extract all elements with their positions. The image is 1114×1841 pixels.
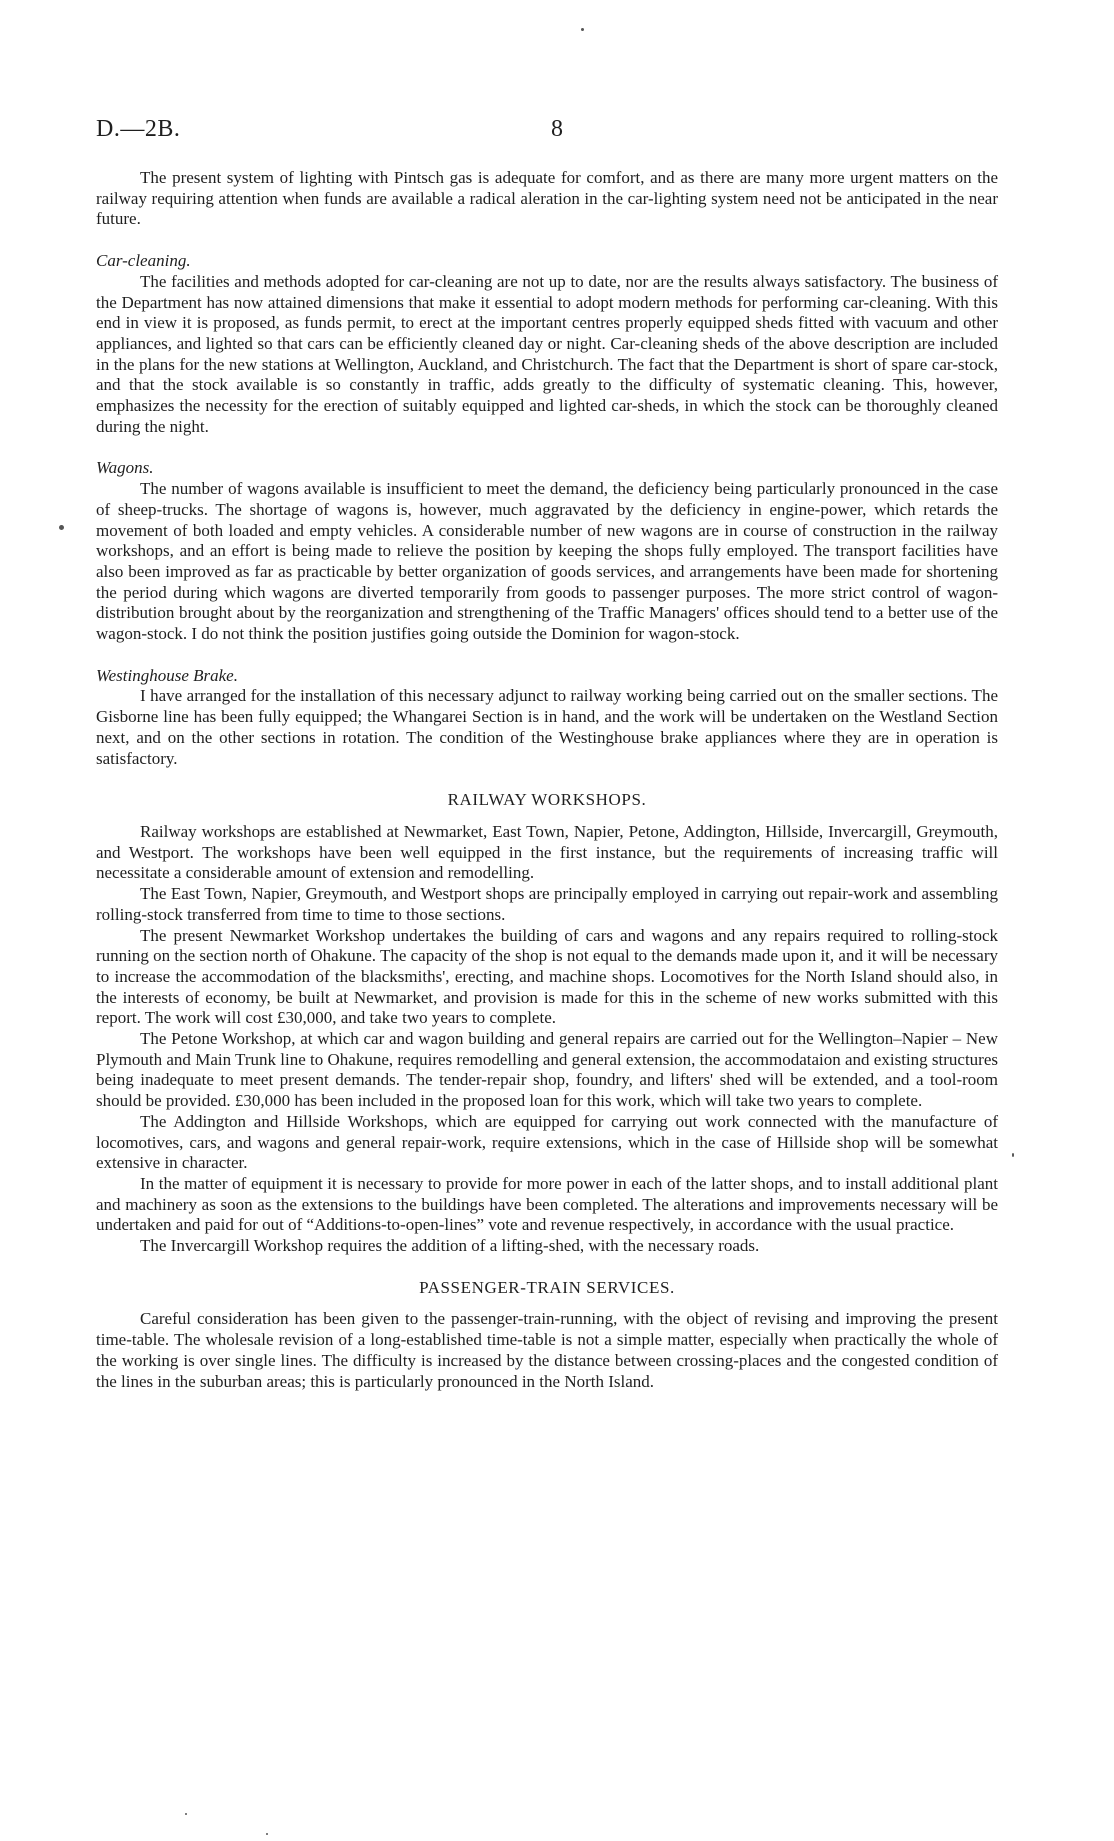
railway-workshops-heading: RAILWAY WORKSHOPS. xyxy=(447,790,647,810)
page-body xyxy=(96,168,998,1392)
spacer xyxy=(96,811,998,822)
workshops-paragraph-3: The present Newmarket Workshop undertakes the building of cars and wagons and any repairs required to rolling-stock running on the section north of Ohakune. The capacity of the shop is not equal to the demands made upon it, and it will be necessary to increase the accommodation of the blacksmiths', erecting, and machine shops. Locomotives for the North Island should also, in the interests of economy, be built at Newmarket, and provision is made for this in the scheme of new works submitted with this report. The work will cost £30,000, and take two years to complete. xyxy=(96,925,998,1028)
wagons-paragraph: The number of wagons available is insufficient to meet the demand, the deficiency being particularly pronounced in the case of sheep-trucks. The shortage of wagons is, however, much aggravated by the deficiency in engine-power, which retards the movement of both loaded and empty vehicles. A considerable number of new wagons are in course of construction in the railway workshops, and an effort is being made to relieve the position by keeping the shops fully employed. The transport facilities have also been improved as far as practicable by better organization of goods services, and arrangements have been made for shortening the period during which wagons are diverted temporarily from goods to passenger purposes. The more strict control of wagon-distribution brought about by the reorganization and strengthening of the Traffic Managers' offices should tend to a better use of the wagon-stock. I do not think the position justifies going outside the Dominion for wagon-stock. xyxy=(96,479,998,644)
intro-paragraph: The present system of lighting with Pintsch gas is adequate for comfort, and as there are many more urgent matters on the railway requiring attention when funds are available a radical aleration in the car-lighting system need not be anticipated in the near future. xyxy=(96,168,998,229)
workshops-paragraph-1: Railway workshops are established at Newmarket, East Town, Napier, Petone, Addington, Hillside, Invercargill, Greymouth, and Westport. The workshops have been well equipped in the first instance, but the requirements of increasing traffic will necessitate a considerable amount of extension and remodelling. xyxy=(96,821,998,883)
workshops-paragraph-6: In the matter of equipment it is necessary to provide for more power in each of the latter shops, and to install additional plant and machinery as soon as the extensions to the buildings have been completed. The alterations and improvements necessary will be undertaken and paid for out of “Additions-to-open-lines” vote and revenue respectively, in accordance with the usual practice. xyxy=(96,1173,998,1235)
workshops-paragraph-2: The East Town, Napier, Greymouth, and Westport shops are principally employed in carrying out repair-work and assembling rolling-stock transferred from time to time to those sections. xyxy=(96,884,998,924)
westinghouse-brake-title: Westinghouse Brake. xyxy=(96,665,238,685)
spacer xyxy=(96,230,998,251)
spacer xyxy=(96,1257,998,1278)
page-header xyxy=(96,116,1018,146)
scan-speck xyxy=(1012,1153,1014,1157)
spacer xyxy=(96,769,998,790)
car-cleaning-title: Car-cleaning. xyxy=(96,251,191,271)
workshops-paragraph-4: The Petone Workshop, at which car and wagon building and general repairs are carried out for the Wellington–Napier – New Plymouth and Main Trunk line to Ohakune, requires remodelling and general extension, the accommodataion and existing structures being inadequate to meet present demands. The tender-repair shop, foundry, and lifters' shed will be extended, and a tool-room should be provided. £30,000 has been included in the proposed loan for this work, which will take two years to complete. xyxy=(96,1029,998,1111)
westinghouse-brake-paragraph: I have arranged for the installation of this necessary adjunct to railway working being carried out on the smaller sections. The Gisborne line has been fully equipped; the Whangarei Section is in hand, and the work will be undertaken on the Westland Section next, and on the other sections in rotation. The condition of the Westinghouse brake appliances where they are in operation is satisfactory. xyxy=(96,686,998,768)
scan-speck xyxy=(266,1833,268,1835)
workshops-paragraph-7: The Invercargill Workshop requires the addition of a lifting-shed, with the necessary roads. xyxy=(140,1236,760,1256)
scan-speck xyxy=(59,525,64,530)
scan-speck xyxy=(185,1813,187,1815)
page-number: 8 xyxy=(551,116,563,142)
passenger-train-services-heading: PASSENGER-TRAIN SERVICES. xyxy=(419,1277,675,1297)
document-reference: D.—2B. xyxy=(96,116,181,142)
passenger-train-services-paragraph: Careful consideration has been given to the passenger-train-running, with the object of revising and improving the present time-table. The wholesale revision of a long-established time-table is not a simple matter, especially when practically the whole of the working is over single lines. The difficulty is increased by the distance between crossing-places and the congested condition of the lines in the suburban areas; this is particularly pronounced in the North Island. xyxy=(96,1309,998,1391)
spacer xyxy=(96,1298,998,1309)
spacer xyxy=(96,645,998,666)
car-cleaning-paragraph: The facilities and methods adopted for car-cleaning are not up to date, nor are the results always satisfactory. The business of the Department has now attained dimensions that make it essential to adopt modern methods for performing car-cleaning. With this end in view it is proposed, as funds permit, to erect at the important centres properly equipped sheds fitted with vacuum and other appliances, and lighted so that cars can be efficiently cleaned day or night. Car-cleaning sheds of the above description are included in the plans for the new stations at Wellington, Auckland, and Christchurch. The fact that the Department is short of spare car-stock, and that the stock available is so constantly in traffic, adds greatly to the difficulty of systematic cleaning. This, however, emphasizes the necessity for the erection of suitably equipped and lighted car-sheds, in which the stock can be thoroughly cleaned during the night. xyxy=(96,271,998,436)
wagons-title: Wagons. xyxy=(96,458,154,478)
spacer xyxy=(96,437,998,458)
scan-speck xyxy=(581,28,584,31)
workshops-paragraph-5: The Addington and Hillside Workshops, which are equipped for carrying out work connected with the manufacture of locomotives, cars, and wagons and general repair-work, require extensions, which in the case of Hillside shop will be somewhat extensive in character. xyxy=(96,1111,998,1173)
